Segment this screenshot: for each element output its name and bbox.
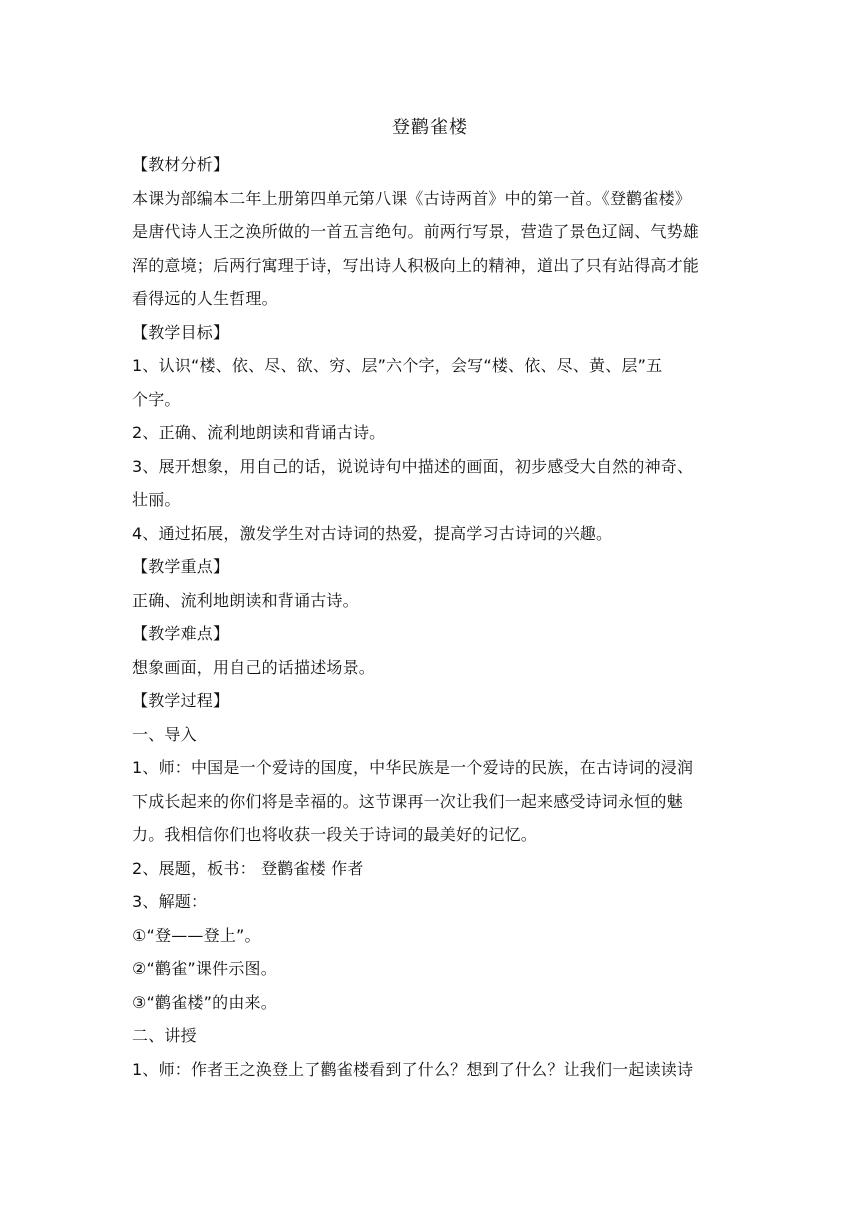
- key-point-text: 正确、流利地朗读和背诵古诗。: [132, 590, 359, 610]
- process-line: 2、展题，板书： 登鹳雀楼 作者: [132, 858, 364, 878]
- process-subitem: ①“登——登上”。: [132, 925, 261, 945]
- process-line: 下成长起来的你们将是幸福的。这节课再一次让我们一起来感受诗词永恒的魅: [132, 791, 683, 811]
- section-heading-difficult-points: 【教学难点】: [132, 624, 230, 643]
- section-heading-material-analysis: 【教材分析】: [132, 155, 230, 174]
- goal-line: 4、通过拓展，激发学生对古诗词的热爱，提高学习古诗词的兴趣。: [132, 523, 613, 543]
- section-heading-teaching-process: 【教学过程】: [132, 691, 230, 710]
- process-line: 3、解题：: [132, 892, 208, 911]
- goal-line: 壮丽。: [132, 490, 181, 509]
- paragraph-line: 是唐代诗人王之涣所做的一首五言绝句。前两行写景，营造了景色辽阔、气势雄: [132, 222, 700, 241]
- process-step-heading: 二、讲授: [132, 1026, 197, 1045]
- process-step-heading: 一、导入: [132, 724, 197, 744]
- paragraph-line: 浑的意境；后两行寓理于诗，写出诗人积极向上的精神，道出了只有站得高才能: [132, 255, 700, 275]
- process-subitem: ③“鹳雀楼”的由来。: [132, 992, 277, 1012]
- section-heading-key-points: 【教学重点】: [132, 557, 230, 576]
- process-line: 1、师：作者王之涣登上了鹳雀楼看到了什么？想到了什么？让我们一起读读诗: [132, 1059, 694, 1079]
- goal-line: 个字。: [132, 389, 181, 409]
- difficult-point-text: 想象画面，用自己的话描述场景。: [132, 657, 376, 677]
- document-title: 登鹳雀楼: [392, 117, 468, 138]
- section-heading-teaching-goals: 【教学目标】: [132, 322, 230, 342]
- document-body: [132, 148, 742, 1086]
- process-line: 力。我相信你们也将收获一段关于诗词的最美好的记忆。: [132, 825, 538, 844]
- goal-line: 1、认识“楼、依、尽、欲、穷、层”六个字，会写“楼、依、尽、黄、层”五: [132, 356, 663, 375]
- paragraph-line: 看得远的人生哲理。: [132, 289, 278, 308]
- process-line: 1、师：中国是一个爱诗的国度，中华民族是一个爱诗的民族，在古诗词的浸润: [132, 758, 694, 777]
- goal-line: 2、正确、流利地朗读和背诵古诗。: [132, 423, 386, 442]
- process-subitem: ②“鹳雀”课件示图。: [132, 959, 277, 978]
- paragraph-line: 本课为部编本二年上册第四单元第八课《古诗两首》中的第一首。《登鹳雀楼》: [132, 188, 692, 208]
- goal-line: 3、展开想象，用自己的话，说说诗句中描述的画面，初步感受大自然的神奇、: [132, 456, 694, 476]
